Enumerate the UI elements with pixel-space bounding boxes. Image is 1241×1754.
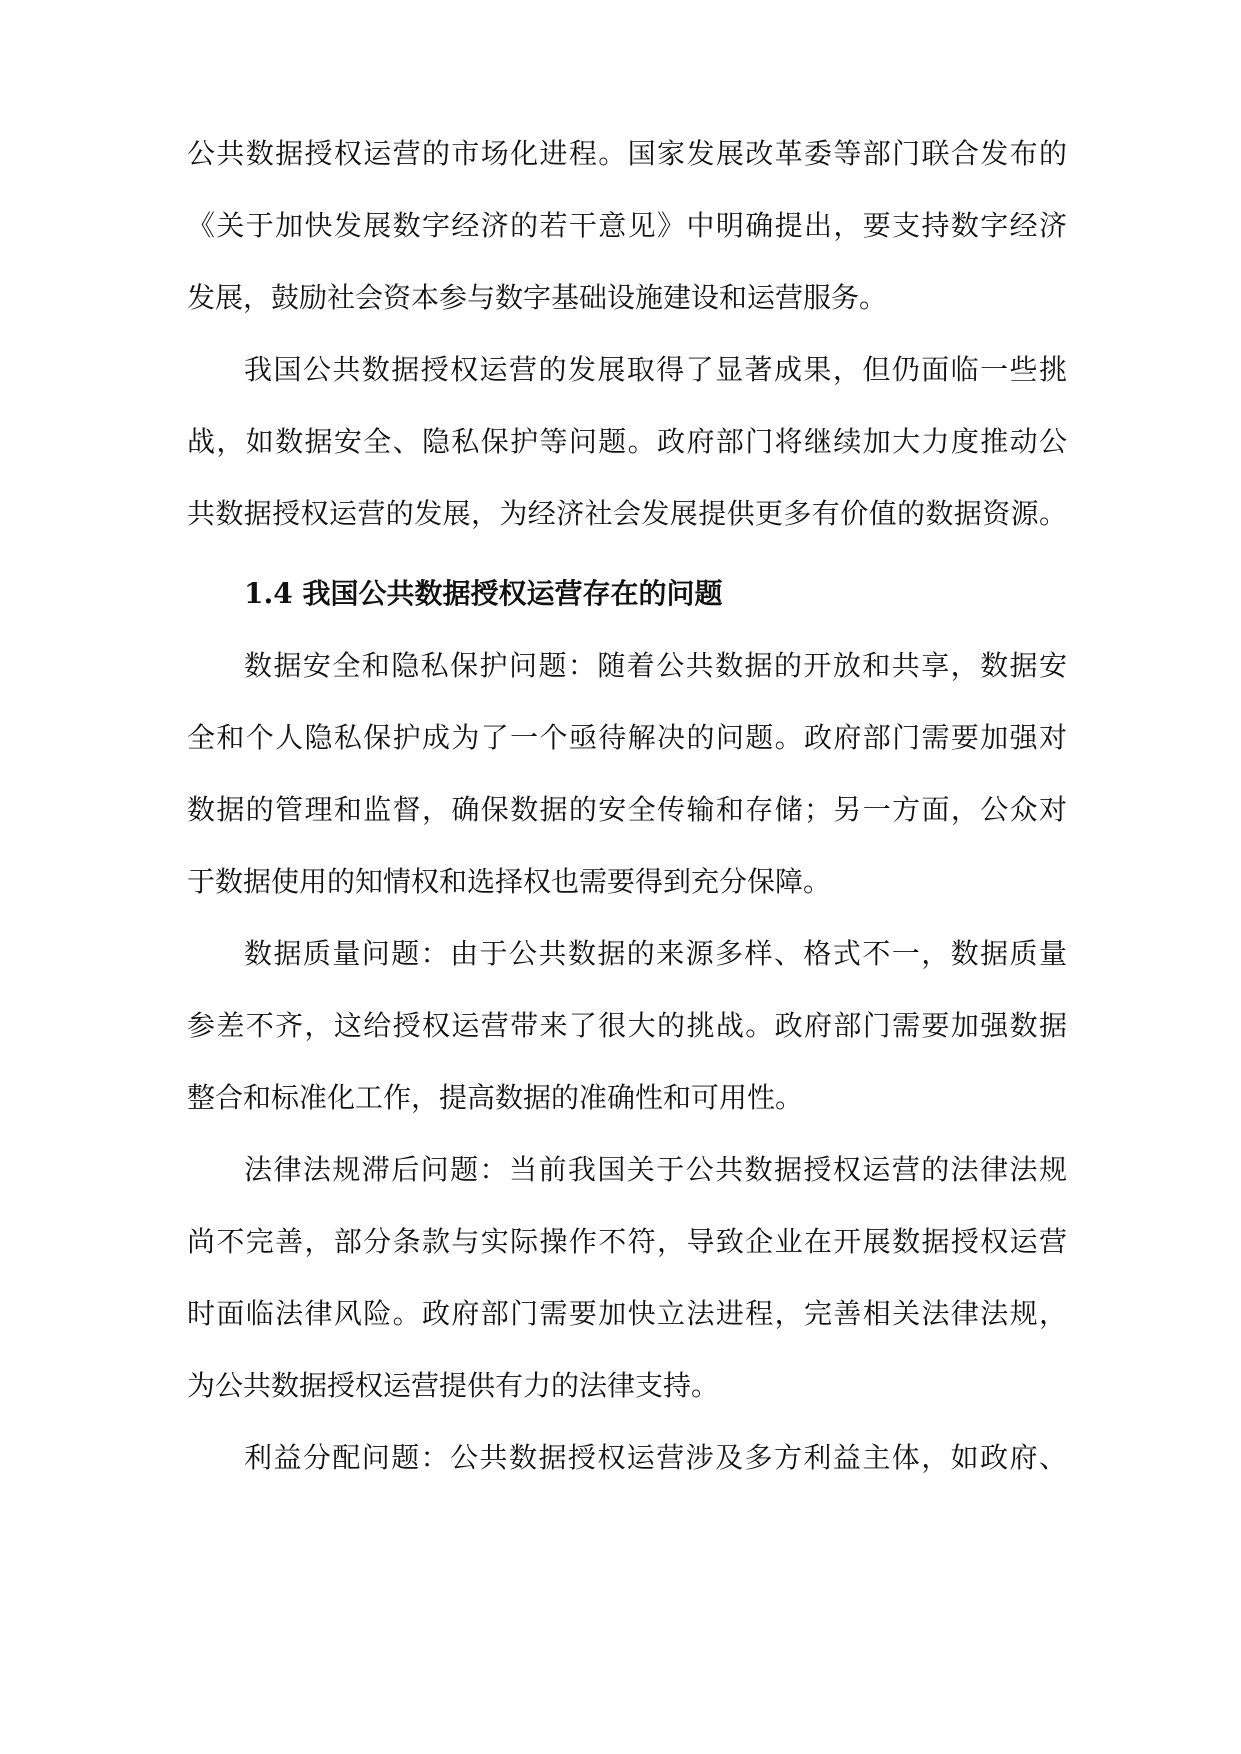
paragraph-4-line-1: 数据质量问题：由于公共数据的来源多样、格式不一，数据质量 (244, 937, 1067, 970)
paragraph-3-line-2: 全和个人隐私保护成为了一个亟待解决的问题。政府部门需要加强对 (187, 721, 1067, 754)
paragraph-5-line-3: 时面临法律风险。政府部门需要加快立法进程，完善相关法律法规， (187, 1297, 1067, 1330)
paragraph-5-line-1: 法律法规滞后问题：当前我国关于公共数据授权运营的法律法规 (244, 1153, 1067, 1186)
paragraph-4-line-3: 整合和标准化工作，提高数据的准确性和可用性。 (187, 1081, 804, 1114)
paragraph-6-line-1: 利益分配问题：公共数据授权运营涉及多方利益主体，如政府、 (244, 1441, 1067, 1474)
paragraph-2-line-2: 战，如数据安全、隐私保护等问题。政府部门将继续加大力度推动公 (187, 425, 1067, 458)
paragraph-3-line-4: 于数据使用的知情权和选择权也需要得到充分保障。 (187, 865, 832, 898)
paragraph-2-line-3: 共数据授权运营的发展，为经济社会发展提供更多有价值的数据资源。 (187, 497, 1067, 530)
section-heading: 1.4 我国公共数据授权运营存在的问题 (244, 577, 723, 610)
paragraph-2-line-1: 我国公共数据授权运营的发展取得了显著成果，但仍面临一些挑 (244, 353, 1067, 386)
paragraph-5-line-4: 为公共数据授权运营提供有力的法律支持。 (187, 1369, 720, 1402)
paragraph-5-line-2: 尚不完善，部分条款与实际操作不符，导致企业在开展数据授权运营 (187, 1225, 1067, 1258)
paragraph-1-line-2: 《关于加快发展数字经济的若干意见》中明确提出，要支持数字经济 (187, 209, 1067, 242)
paragraph-1-line-1: 公共数据授权运营的市场化进程。国家发展改革委等部门联合发布的 (187, 137, 1067, 170)
paragraph-4-line-2: 参差不齐，这给授权运营带来了很大的挑战。政府部门需要加强数据 (187, 1009, 1067, 1042)
paragraph-1-line-3: 发展，鼓励社会资本参与数字基础设施建设和运营服务。 (187, 281, 888, 314)
paragraph-3-line-1: 数据安全和隐私保护问题：随着公共数据的开放和共享，数据安 (244, 649, 1067, 682)
paragraph-3-line-3: 数据的管理和监督，确保数据的安全传输和存储；另一方面，公众对 (187, 793, 1067, 826)
